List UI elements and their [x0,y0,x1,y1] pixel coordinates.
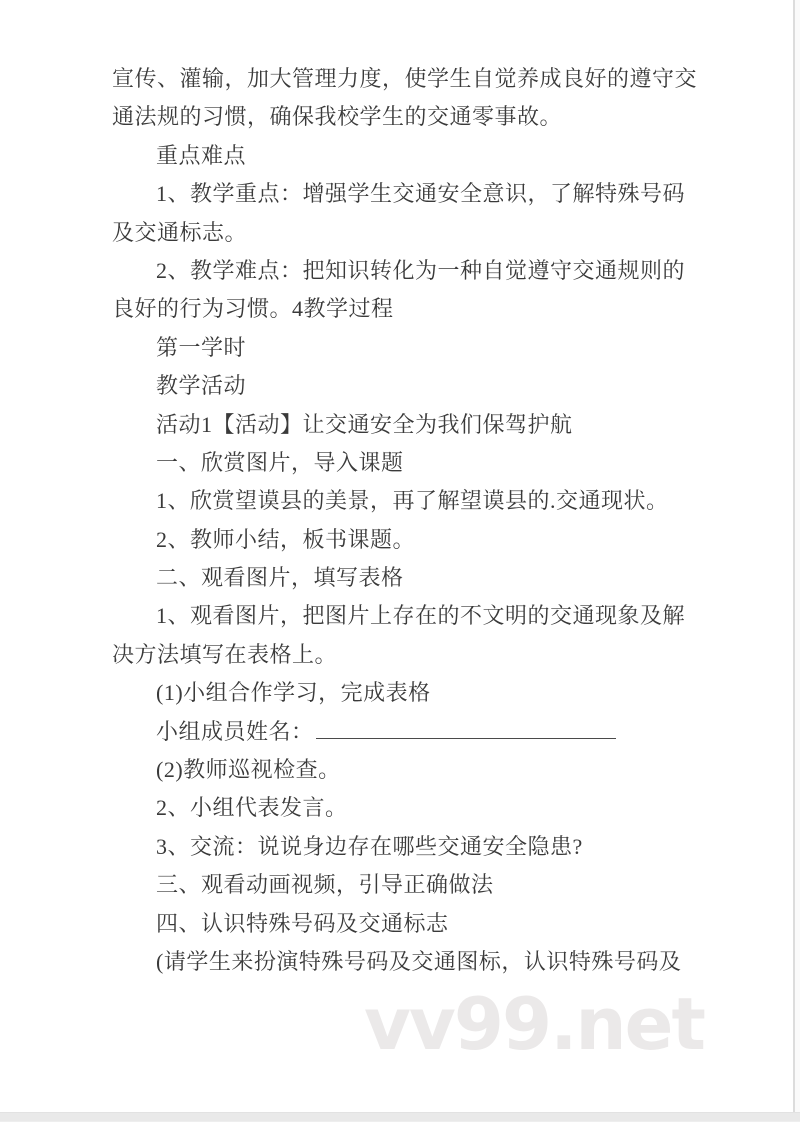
text-line [112,636,732,674]
text-line [112,290,732,328]
text-line-content: 二、观看图片，填写表格 [156,565,404,591]
text-line-content: 1、欣赏望谟县的美景，再了解望谟县的.交通现状。 [156,488,669,514]
text-line-content: 2、小组代表发言。 [156,795,348,821]
text-line-content: 及交通标志。 [112,219,248,245]
text-line-content: 良好的行为习惯。4教学过程 [112,296,394,322]
text-line-content: 3、交流：说说身边存在哪些交通安全隐患? [156,833,583,859]
text-line-content: 2、教师小结，板书课题。 [156,526,416,552]
text-line [112,674,732,712]
text-line [112,521,732,559]
text-line-content: (请学生来扮演特殊号码及交通图标，认识特殊号码及 [156,948,682,974]
text-line-content: 教学活动 [156,373,247,399]
page-edge-strip [795,0,800,1112]
text-line [112,444,732,482]
text-line [112,329,732,367]
text-line [112,713,732,751]
text-line [112,252,732,290]
text-line-content: 小组成员姓名： [156,718,314,744]
text-line-content: 一、欣赏图片，导入课题 [156,449,404,475]
text-line [112,137,732,175]
text-line-content: 2、教学难点：把知识转化为一种自觉遵守交通规则的 [156,257,686,283]
text-line-content: 重点难点 [156,142,247,168]
text-line-content: (1)小组合作学习，完成表格 [156,680,431,706]
blank-underline [316,716,616,739]
text-block [112,60,732,981]
text-line [112,597,732,635]
text-line [112,482,732,520]
text-line-content: 四、认识特殊号码及交通标志 [156,910,449,936]
text-line [112,943,732,981]
text-line [112,98,732,136]
text-line-content: 1、观看图片，把图片上存在的不文明的交通现象及解 [156,603,686,629]
text-line [112,866,732,904]
text-line-content: 活动1【活动】让交通安全为我们保驾护航 [156,411,573,437]
text-line [112,559,732,597]
text-line [112,789,732,827]
text-line-content: 决方法填写在表格上。 [112,641,338,667]
text-line [112,828,732,866]
text-line [112,60,732,98]
text-line [112,406,732,444]
text-line [112,214,732,252]
text-line [112,751,732,789]
text-line-content: 三、观看动画视频，引导正确做法 [156,872,494,898]
text-line-content: 第一学时 [156,334,247,360]
text-line-content: (2)教师巡视检查。 [156,757,341,783]
text-line [112,367,732,405]
page-separator [0,1112,800,1122]
text-line-content: 宣传、灌输，加大管理力度，使学生自觉养成良好的遵守交 [112,66,698,91]
text-line-content: 1、教学重点：增强学生交通安全意识，了解特殊号码 [156,181,686,207]
watermark: vv99.net [364,982,704,1066]
next-page-top [0,1122,800,1137]
text-line [112,175,732,213]
text-line-content: 通法规的习惯，确保我校学生的交通零事故。 [112,104,563,130]
text-line [112,905,732,943]
